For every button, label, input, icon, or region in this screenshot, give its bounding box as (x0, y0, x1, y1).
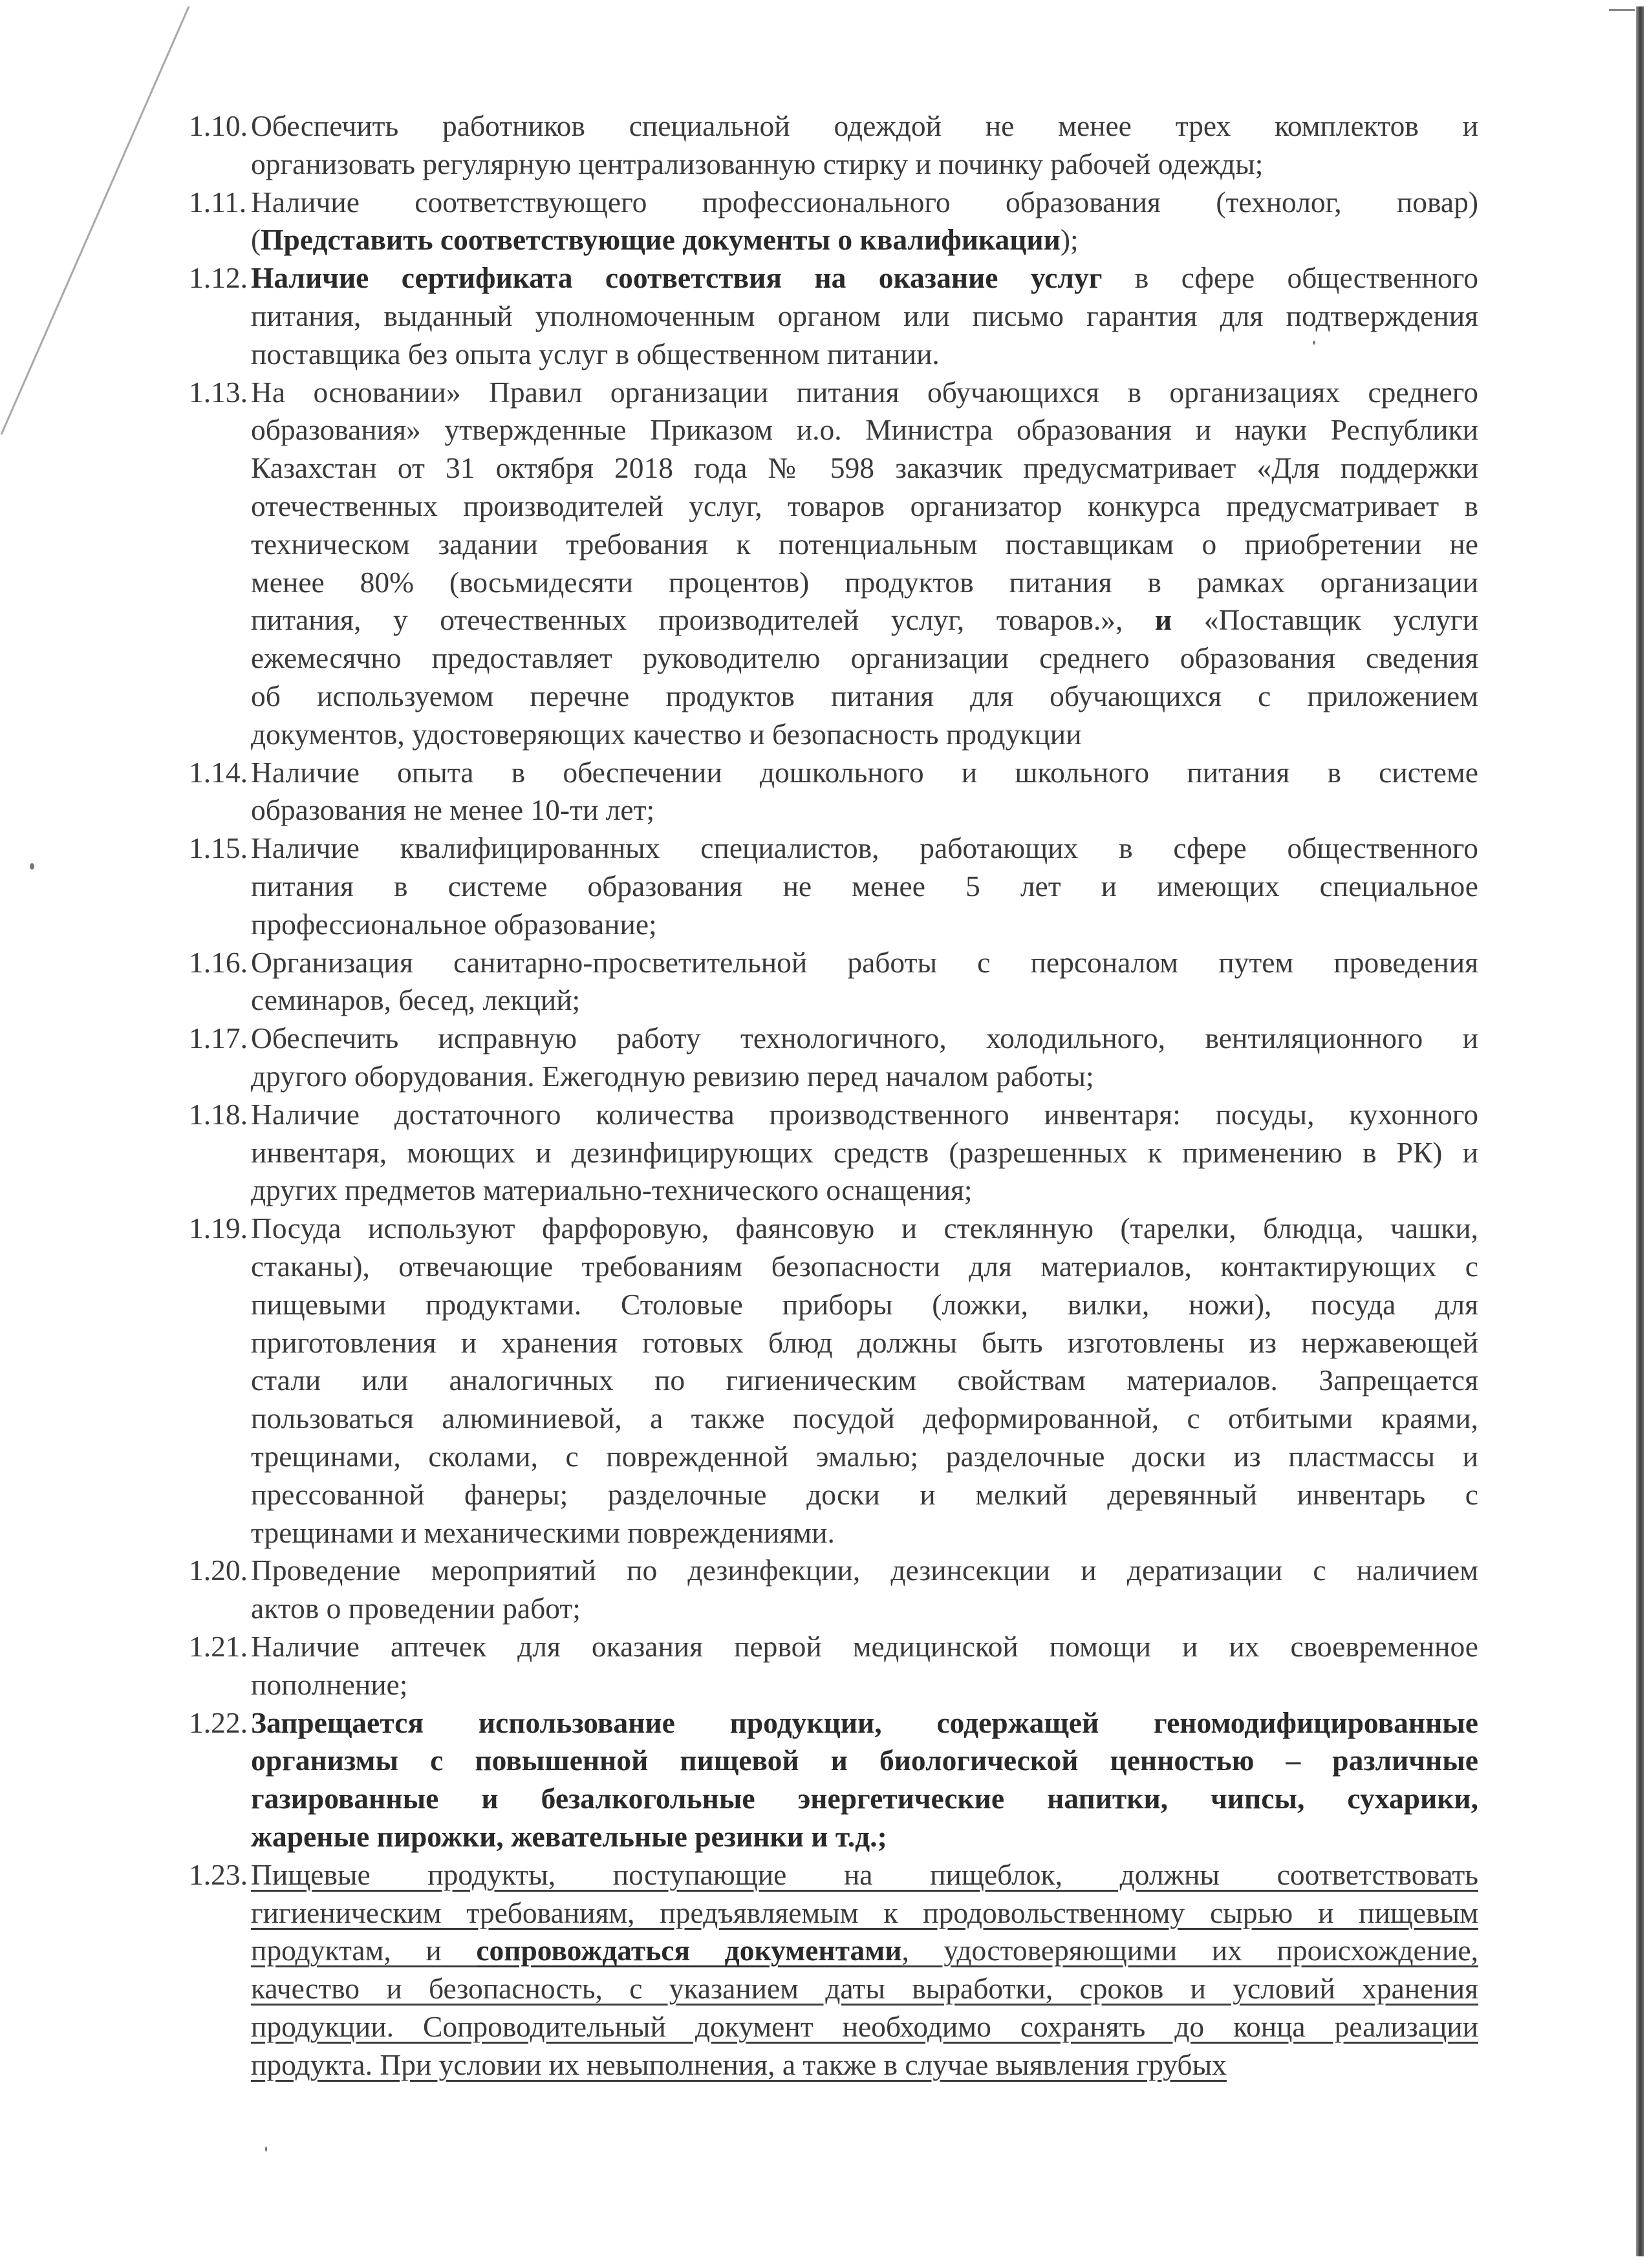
item-text (251, 981, 1478, 1019)
text-segment: продукции. Сопроводительный документ необходимо сохранять до конца реализации (251, 2010, 1478, 2043)
item-text (251, 145, 1478, 183)
bold-text: сопровождаться документами (476, 1934, 902, 1967)
text-line (0, 1856, 1649, 1894)
item-number: 1.19. (189, 1212, 248, 1245)
text-line (0, 411, 1649, 449)
text-line (0, 145, 1649, 183)
text-line (0, 259, 1649, 297)
text-line (0, 1514, 1649, 1552)
text-line (0, 601, 1649, 639)
item-text (251, 1134, 1478, 1171)
text-segment: в сфере общественного (1102, 261, 1478, 295)
item-text (251, 1780, 1478, 1817)
text-line (0, 678, 1649, 715)
item-text (251, 1286, 1478, 1323)
item-text (251, 449, 1478, 487)
text-line (0, 1134, 1649, 1171)
item-text (251, 1932, 1478, 1969)
item-text (251, 1400, 1478, 1437)
item-text (251, 678, 1478, 715)
scan-edge-mark (1609, 9, 1635, 11)
item-text (251, 1020, 1478, 1057)
item-text (251, 639, 1478, 677)
item-text (251, 1248, 1478, 1285)
scan-speck (265, 2146, 267, 2152)
item-text (251, 1894, 1478, 1932)
text-segment: трещинами и механическими повреждениями. (251, 1515, 835, 1549)
item-text (251, 1058, 1478, 1095)
text-segment: семинаров, бесед, лекций; (251, 983, 581, 1017)
text-line (0, 639, 1649, 677)
text-line (0, 1400, 1649, 1437)
text-line (0, 1476, 1649, 1514)
text-segment: менее 80% (восьмидесяти процентов) продуктов питания в рамках организации (251, 565, 1478, 599)
item-number: 1.17. (189, 1022, 248, 1055)
text-segment: образования не менее 10-ти лет; (251, 793, 655, 827)
item-text (251, 1628, 1478, 1665)
text-line (0, 1362, 1649, 1399)
text-line (0, 1666, 1649, 1704)
text-segment: приготовления и хранения готовых блюд должны быть изготовлены из нержавеющей (251, 1325, 1478, 1359)
item-number: 1.10. (189, 109, 248, 142)
item-text (251, 411, 1478, 449)
text-line (0, 906, 1649, 943)
item-text (251, 259, 1478, 297)
item-text (251, 1704, 1478, 1742)
item-text (251, 716, 1478, 753)
text-segment: Пищевые продукты, поступающие на пищеблок, должны соответствовать (251, 1857, 1478, 1891)
item-number: 1.14. (189, 755, 248, 789)
item-text (251, 107, 1478, 145)
text-line (0, 2008, 1649, 2046)
text-line (0, 1248, 1649, 1285)
text-segment: профессиональное образование; (251, 907, 657, 941)
item-text (251, 791, 1478, 829)
item-number: 1.18. (189, 1097, 248, 1131)
text-line (0, 1932, 1649, 1969)
text-line (0, 221, 1649, 259)
text-segment: Посуда используют фарфоровую, фаянсовую и стеклянную (тарелки, блюдца, чашки, (251, 1212, 1478, 1245)
item-number: 1.22. (189, 1706, 248, 1739)
bold-text: жареные пирожки, жевательные резинки и т.д.; (251, 1820, 887, 1853)
text-line (0, 1742, 1649, 1779)
text-segment: Наличие достаточного количества производственного инвентаря: посуды, кухонного (251, 1097, 1478, 1131)
text-segment: актов о проведении работ; (251, 1592, 581, 1625)
text-segment: отечественных производителей услуг, товаров организатор конкурса предусматривает в (251, 489, 1478, 522)
item-text (251, 1590, 1478, 1627)
text-line (0, 1210, 1649, 1247)
item-text (251, 1856, 1478, 1894)
item-text (251, 1514, 1478, 1552)
text-line (0, 1780, 1649, 1817)
text-segment: «Поставщик услуги (1172, 603, 1478, 637)
text-segment: пользоваться алюминиевой, а также посудой деформированной, с отбитыми краями, (251, 1402, 1478, 1435)
item-text (251, 1171, 1478, 1209)
text-segment: Обеспечить исправную работу технологичного, холодильного, вентиляционного и (251, 1022, 1478, 1055)
item-text (251, 2008, 1478, 2046)
text-line (0, 107, 1649, 145)
text-segment: Организация санитарно-просветительной работы с персоналом путем проведения (251, 945, 1478, 979)
text-line (0, 1324, 1649, 1362)
bold-text: Наличие сертификата соответствия на оказание услуг (251, 261, 1103, 295)
text-line (0, 1020, 1649, 1057)
text-line (0, 1590, 1649, 1627)
text-line (0, 1286, 1649, 1323)
text-segment: ); (1060, 223, 1079, 257)
item-text (251, 1438, 1478, 1475)
text-segment: пополнение; (251, 1667, 408, 1701)
item-text (251, 1210, 1478, 1247)
item-text (251, 1362, 1478, 1399)
text-segment: Обеспечить работников специальной одеждой не менее трех комплектов и (251, 109, 1478, 142)
text-segment: ежемесячно предоставляет руководителю организации среднего образования сведения (251, 641, 1478, 675)
item-text (251, 1552, 1478, 1589)
text-line (0, 1552, 1649, 1589)
item-number: 1.15. (189, 831, 248, 865)
text-line (0, 487, 1649, 525)
bold-text: и (1154, 603, 1172, 637)
item-number: 1.20. (189, 1554, 248, 1587)
text-line (0, 449, 1649, 487)
text-segment: продуктам, и (251, 1934, 477, 1967)
text-line (0, 868, 1649, 905)
item-text (251, 374, 1478, 411)
text-line (0, 1438, 1649, 1475)
item-number: 1.12. (189, 261, 248, 295)
item-text (251, 754, 1478, 791)
text-segment: другого оборудования. Ежегодную ревизию перед началом работы; (251, 1060, 1094, 1093)
item-number: 1.13. (189, 375, 248, 409)
item-text (251, 1476, 1478, 1514)
text-segment: инвентаря, моющих и дезинфицирующих средств (разрешенных к применению в РК) и (251, 1135, 1478, 1169)
text-segment: прессованной фанеры; разделочные доски и мелкий деревянный инвентарь с (251, 1477, 1478, 1511)
text-line (0, 564, 1649, 601)
text-line (0, 981, 1649, 1019)
text-segment: Казахстан от 31 октября 2018 года № 598 заказчик предусматривает «Для поддержки (251, 451, 1478, 485)
text-line (0, 944, 1649, 981)
item-number: 1.23. (189, 1857, 248, 1891)
text-segment: пищевыми продуктами. Столовые приборы (ложки, вилки, ножи), посуда для (251, 1287, 1478, 1321)
text-segment: На основании» Правил организации питания обучающихся в организациях среднего (251, 375, 1478, 409)
text-line (0, 1818, 1649, 1856)
item-number: 1.21. (189, 1630, 248, 1663)
text-segment: Наличие квалифицированных специалистов, работающих в сфере общественного (251, 831, 1478, 865)
item-number: 1.11. (189, 185, 247, 219)
item-number: 1.16. (189, 945, 248, 979)
item-text (251, 221, 1478, 259)
text-segment: , удостоверяющими их происхождение, (901, 1934, 1478, 1967)
text-line (0, 829, 1649, 867)
text-segment: образования» утвержденные Приказом и.о. Министра образования и науки Республики (251, 413, 1478, 447)
item-text (251, 944, 1478, 981)
text-line (0, 1096, 1649, 1133)
item-text (251, 906, 1478, 943)
text-segment: питания, выданный уполномоченным органом или письмо гарантия для подтверждения (251, 299, 1478, 332)
item-text (251, 1324, 1478, 1362)
item-text (251, 2046, 1478, 2084)
bold-text: Запрещается использование продукции, содержащей геномодифицированные (251, 1706, 1478, 1739)
text-line (0, 336, 1649, 373)
text-line (0, 1970, 1649, 2007)
text-segment: других предметов материально-технического оснащения; (251, 1173, 973, 1207)
text-segment: поставщика без опыта услуг в общественном питании. (251, 337, 940, 370)
item-text (251, 564, 1478, 601)
item-text (251, 1818, 1478, 1856)
text-line (0, 791, 1649, 829)
item-text (251, 829, 1478, 867)
text-segment: ( (251, 223, 261, 257)
text-segment: Наличие соответствующего профессионального образования (технолог, повар) (251, 185, 1478, 219)
text-line (0, 716, 1649, 753)
text-line (0, 1058, 1649, 1095)
item-text (251, 1666, 1478, 1704)
item-text (251, 297, 1478, 335)
item-text (251, 1096, 1478, 1133)
item-text (251, 1742, 1478, 1779)
text-line (0, 1171, 1649, 1209)
text-segment: Наличие аптечек для оказания первой медицинской помощи и их своевременное (251, 1630, 1478, 1663)
item-text (251, 487, 1478, 525)
item-text (251, 601, 1478, 639)
text-segment: организовать регулярную централизованную стирку и починку рабочей одежды; (251, 147, 1264, 180)
item-text (251, 336, 1478, 373)
text-line (0, 1628, 1649, 1665)
text-segment: Проведение мероприятий по дезинфекции, дезинсекции и дератизации с наличием (251, 1554, 1478, 1587)
text-line (0, 1894, 1649, 1932)
text-segment: техническом задании требования к потенциальным поставщикам о приобретении не (251, 527, 1478, 561)
text-line (0, 2046, 1649, 2084)
text-segment: качество и безопасность, с указанием даты выработки, сроков и условий хранения (251, 1972, 1478, 2006)
text-segment: Наличие опыта в обеспечении дошкольного и школьного питания в системе (251, 755, 1478, 789)
text-segment: гигиеническим требованиям, предъявляемым к продовольственному сырью и пищевым (251, 1896, 1478, 1929)
text-segment: питания, у отечественных производителей услуг, товаров.», (251, 603, 1155, 637)
text-segment: документов, удостоверяющих качество и безопасность продукции (251, 717, 1082, 751)
bold-text: газированные и безалкогольные энергетические напитки, чипсы, сухарики, (251, 1782, 1478, 1815)
text-line (0, 1704, 1649, 1742)
item-text (251, 526, 1478, 563)
text-segment: питания в системе образования не менее 5 лет и имеющих специальное (251, 870, 1478, 903)
text-line (0, 754, 1649, 791)
item-text (251, 184, 1478, 221)
text-line (0, 374, 1649, 411)
text-segment: трещинами, сколами, с поврежденной эмалью; разделочные доски из пластмассы и (251, 1440, 1478, 1473)
item-text (251, 1970, 1478, 2007)
text-segment: стаканы), отвечающие требованиям безопасности для материалов, контактирующих с (251, 1250, 1478, 1283)
text-segment: стали или аналогичных по гигиеническим свойствам материалов. Запрещается (251, 1364, 1478, 1397)
text-line (0, 184, 1649, 221)
text-segment: продукта. При условии их невыполнения, а также в случае выявления грубых (251, 2048, 1227, 2081)
text-line (0, 297, 1649, 335)
item-text (251, 868, 1478, 905)
text-segment: об используемом перечне продуктов питания для обучающихся с приложением (251, 679, 1478, 712)
bold-text: Представить соответствующие документы о квалификации (261, 223, 1061, 257)
text-line (0, 526, 1649, 563)
bold-text: организмы с повышенной пищевой и биологической ценностью – различные (251, 1744, 1478, 1777)
